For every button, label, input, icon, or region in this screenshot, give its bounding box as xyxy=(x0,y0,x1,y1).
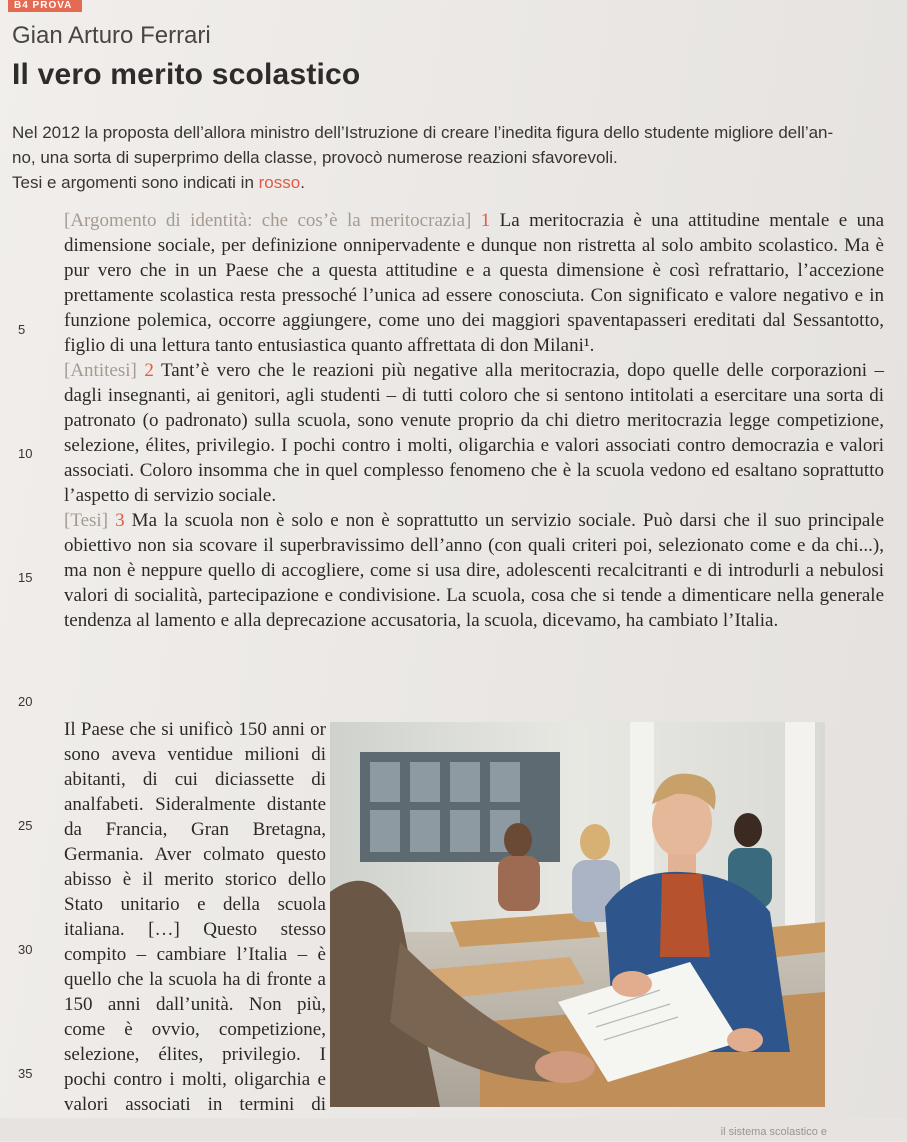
article-body xyxy=(64,208,884,633)
line-number: 15 xyxy=(18,570,33,585)
section-tag: B4 PROVA xyxy=(8,0,82,12)
line-number: 10 xyxy=(18,446,33,461)
line-number: 35 xyxy=(18,1066,33,1081)
paragraph-3-label: [Tesi] xyxy=(64,510,109,531)
article-title: Il vero merito scolastico xyxy=(12,58,361,91)
paragraph-3 xyxy=(64,508,884,633)
paragraph-2-text: Tant’è vero che le reazioni più negative alla meritocrazia, dopo quelle delle corporazioni – dagli insegnanti, ai genitori, agli studenti – di tutti coloro che si sentono intitolati a esercitare una sorta di patronato (o padronato) sulla scuola, sono venute proprio da chi dietro meritocrazia legge competizione, selezione, élites, privilegio. I pochi contro i molti, oligarchia e valori associati contro democrazia e valori associati. Coloro insomma che in quel complesso fenomeno che è la scuola vedono ed esaltano soprattutto l’aspetto di servizio sociale. xyxy=(64,360,884,506)
intro-box xyxy=(12,120,892,195)
paragraph-1-label: [Argomento di identità: che cos’è la meritocrazia] xyxy=(64,210,472,231)
line-number: 25 xyxy=(18,818,33,833)
paragraph-2-number: 2 xyxy=(144,360,154,381)
paragraph-3-number: 3 xyxy=(115,510,125,531)
intro-line-3-end: . xyxy=(300,173,305,192)
paragraph-2-label: [Antitesi] xyxy=(64,360,137,381)
paragraph-2 xyxy=(64,358,884,508)
line-number: 20 xyxy=(18,694,33,709)
paragraph-3-text: Ma la scuola non è solo e non è soprattutto un servizio sociale. Può darsi che il suo principale obiettivo non sia scovare il superbravissimo dell’anno (con quali criteri poi, selezionato come e da chi...), ma non è neppure quello di accogliere, come si usa dire, adolescenti recalcitranti e di introdurli a nebulosi valori di socialità, partecipazione e condivisione. La scuola, cosa che si tende a dimenticare nella generale tendenza al lamento e alla deprecazione accusatoria, la scuola, dicevamo, ha cambiato l’Italia. xyxy=(64,510,884,631)
paragraph-4: Il Paese che si unificò 150 anni or sono aveva ventidue milioni di abitanti, di cui diciassette di analfabeti. Sideralmente distante da Francia, Gran Bretagna, Germania. Aver colmato questo abisso è il merito storico dello Stato unitario e della scuola italiana. […] Questo stesso compito – cambiare l’Italia – è quello che la scuola ha di fronte a 150 anni dall’unità. Non più, come è ovvio, competizione, selezione, élites, privilegio. I pochi contro i molti, oligarchia e valori associati in termini di xyxy=(64,719,326,1115)
paragraph-1 xyxy=(64,208,884,358)
author-name: Gian Arturo Ferrari xyxy=(12,22,211,49)
classroom-photo xyxy=(330,722,825,1107)
intro-line-2: no, una sorta di superprimo della classe, provocò numerose reazioni sfavorevoli. xyxy=(12,148,618,167)
classroom-illustration xyxy=(330,722,825,1107)
line-number: 5 xyxy=(18,322,26,337)
intro-red-word: rosso xyxy=(258,173,301,192)
intro-line-3 xyxy=(12,170,892,195)
footer-text: il sistema scolastico e xyxy=(720,1126,827,1138)
intro-line-1: Nel 2012 la proposta dell’allora ministro dell’Istruzione di creare l’inedita figura dello studente migliore dell’an- xyxy=(12,123,834,142)
line-number: 30 xyxy=(18,942,33,957)
paragraph-1-number: 1 xyxy=(480,210,491,231)
paragraph-1-text: La meritocrazia è una attitudine mentale e una dimensione sociale, per definizione onnipervadente e dunque non ristretta al solo ambito scolastico. Ma è pur vero che in un Paese che a questa attitudine e a questa dimensione è così refrattario, l’accezione prettamente scolastica resta pressoché l’unica ad essere conosciuta. Con significato e valore negativo e in funzione polemica, occorre aggiungere, come uno dei maggiori spaventapasseri ereditati dal Sessantotto, figlio di una lettura tanto entusiastica quanto affrettata di don Milani¹. xyxy=(64,210,885,356)
intro-line-3-text: Tesi e argomenti sono indicati in xyxy=(12,173,259,192)
